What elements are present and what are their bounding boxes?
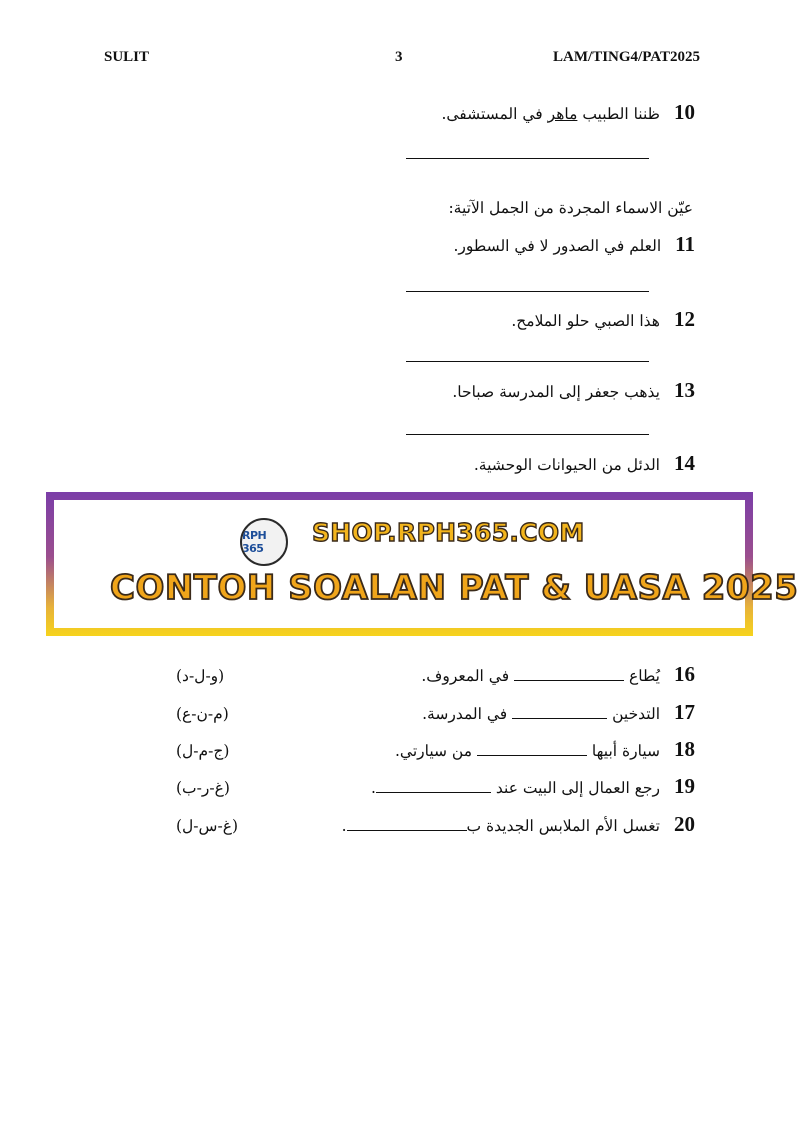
- question-number: 19: [674, 774, 695, 798]
- question-number: 11: [675, 232, 695, 256]
- root-letters: (غ-س-ل): [176, 817, 238, 835]
- question-text-part: سيارة أبيها: [591, 742, 660, 760]
- question-text-part: في المدرسة.: [422, 705, 508, 723]
- logo-text: RPH 365: [242, 529, 267, 555]
- paper-code: LAM/TING4/PAT2025: [553, 49, 700, 65]
- question-number: 16: [674, 662, 695, 686]
- question-text-part: في المستشفى.: [441, 105, 548, 123]
- blank-field[interactable]: [512, 717, 607, 719]
- question-text: هذا الصبي حلو الملامح.: [511, 312, 660, 330]
- question-text-part: من سيارتي.: [394, 742, 473, 760]
- question-text-part: التدخين: [612, 705, 660, 723]
- question-number: 10: [674, 100, 695, 124]
- question-text-part: .: [341, 817, 347, 835]
- answer-line[interactable]: [406, 158, 649, 159]
- question-number: 13: [674, 378, 695, 402]
- question-16: [421, 662, 695, 687]
- question-text: [371, 779, 660, 797]
- question-14: [474, 451, 695, 476]
- page-number: 3: [395, 49, 403, 65]
- question-number: 17: [674, 700, 695, 724]
- question-text: [395, 742, 660, 760]
- answer-line[interactable]: [406, 434, 649, 435]
- promo-banner: [46, 492, 799, 636]
- question-text: يذهب جعفر إلى المدرسة صباحا.: [452, 383, 660, 401]
- root-letters: (م-ن-ع): [176, 705, 229, 723]
- rph365-logo-icon: [240, 518, 288, 566]
- question-text-part: في المعروف.: [421, 667, 510, 685]
- shop-url: SHOP.RPH365.COM: [312, 518, 585, 547]
- answer-line[interactable]: [406, 361, 649, 362]
- question-10: [441, 100, 695, 125]
- instruction-text: عيّن الاسماء المجردة من الجمل الآتية:: [448, 199, 693, 217]
- question-20: [342, 812, 695, 837]
- question-12: [511, 307, 695, 332]
- question-text: [342, 817, 660, 835]
- underlined-word: ماهر: [547, 105, 578, 123]
- question-text: العلم في الصدور لا في السطور.: [453, 237, 662, 255]
- question-text-part: ظننا الطبيب: [577, 105, 660, 123]
- question-text: [421, 667, 660, 685]
- question-text: [422, 705, 660, 723]
- question-text: [441, 105, 660, 123]
- root-letters: (و-ل-د): [176, 667, 225, 685]
- question-text-part: تغسل الأم الملابس الجديدة ب: [466, 817, 660, 835]
- question-text-part: رجع العمال إلى البيت عند: [495, 779, 660, 797]
- root-letters: (غ-ر-ب): [176, 779, 230, 797]
- question-number: 14: [674, 451, 695, 475]
- question-19: [371, 774, 695, 799]
- question-number: 12: [674, 307, 695, 331]
- blank-field[interactable]: [477, 754, 587, 756]
- question-11: [454, 232, 696, 257]
- question-18: [395, 737, 695, 762]
- header-sulit: SULIT: [104, 49, 150, 65]
- question-text-part: .: [371, 779, 376, 797]
- banner-title: CONTOH SOALAN PAT & UASA 2025: [110, 568, 799, 608]
- question-number: 18: [674, 737, 695, 761]
- blank-field[interactable]: [347, 829, 467, 831]
- blank-field[interactable]: [376, 791, 491, 793]
- root-letters: (ج-م-ل): [176, 742, 230, 760]
- question-number: 20: [674, 812, 695, 836]
- blank-field[interactable]: [514, 679, 624, 681]
- answer-line[interactable]: [406, 291, 649, 292]
- banner-inner: [54, 500, 799, 628]
- question-text-part: يُطاع: [629, 667, 660, 685]
- question-13: [452, 378, 695, 403]
- question-text: الدئل من الحيوانات الوحشية.: [473, 456, 660, 474]
- question-17: [422, 700, 695, 725]
